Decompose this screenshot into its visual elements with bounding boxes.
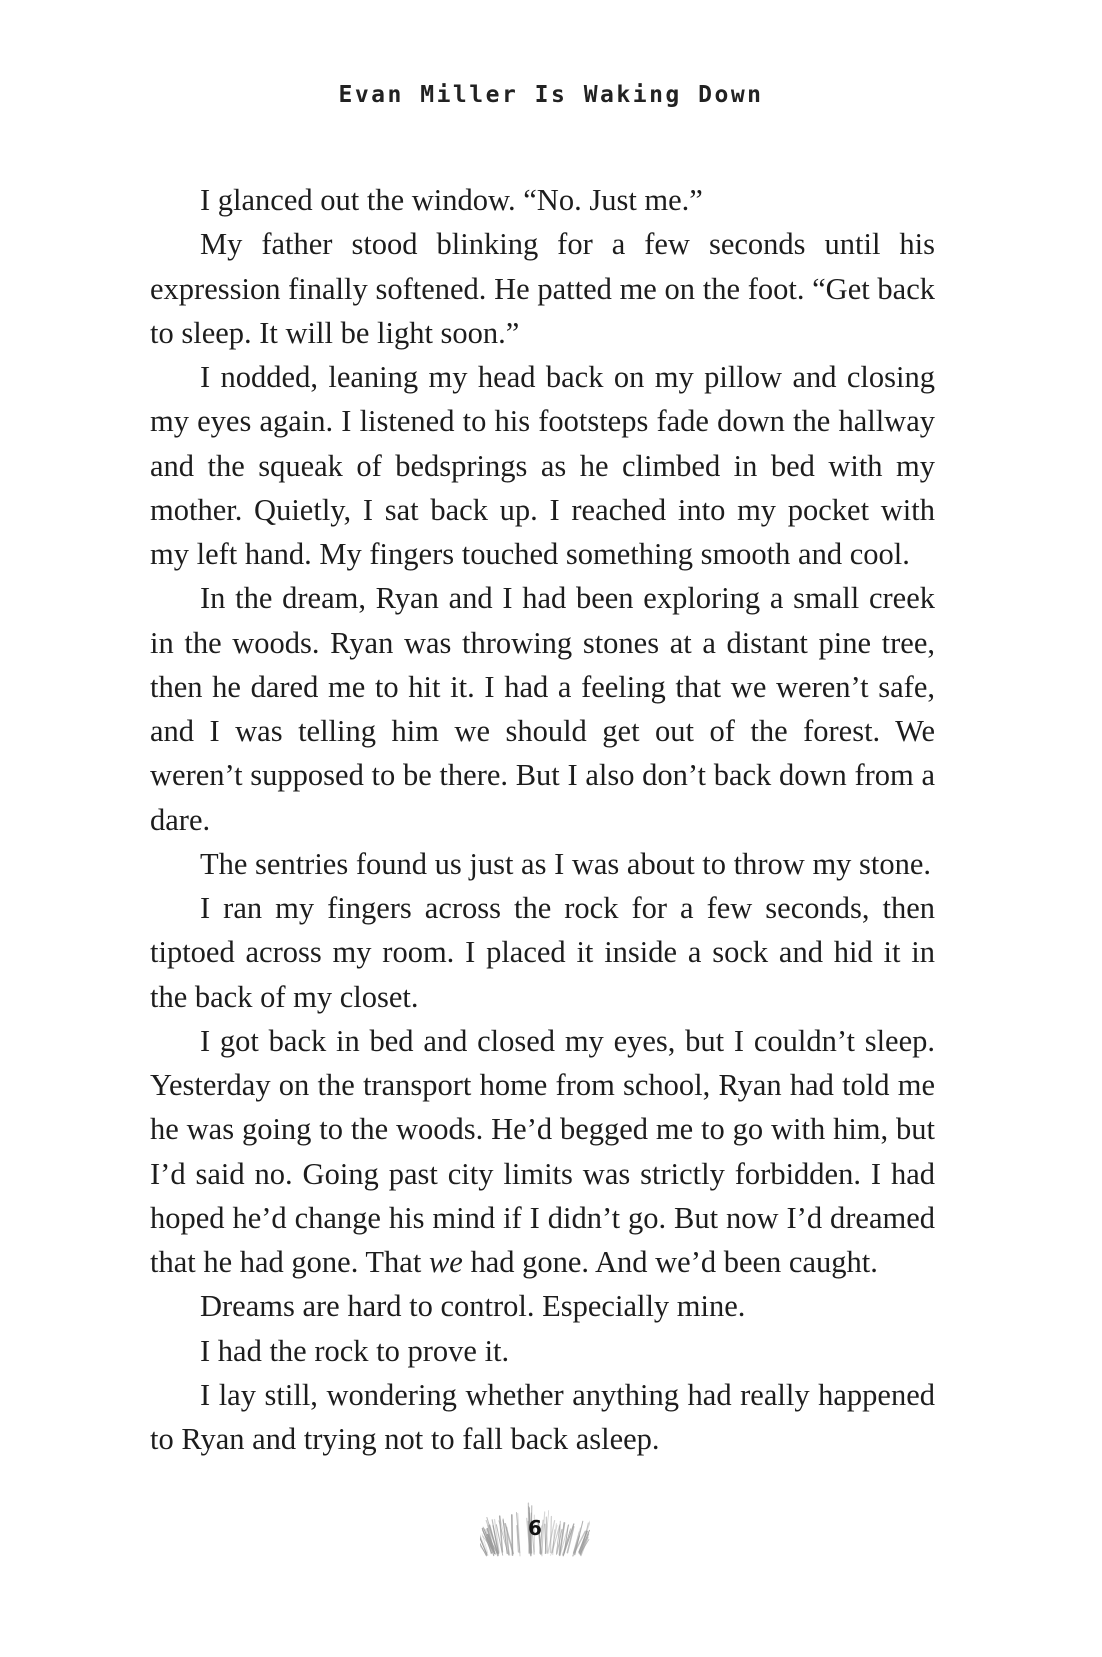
paragraph: I nodded, leaning my head back on my pillow and closing my eyes again. I listened to his footsteps fade down the hallway and the squeak of bedsprings as he climbed in bed with my mother. Quietly, I sat back up. I reached into my pocket with my left hand. My fingers touched something smooth and cool. [150,360,935,571]
body-text [150,178,935,1461]
page-folio [480,1498,590,1560]
paragraph: I ran my fingers across the rock for a few seconds, then tiptoed across my room. I placed it inside a sock and hid it in the back of my closet. [150,891,935,1014]
paragraph: The sentries found us just as I was about to throw my stone. [200,846,932,881]
running-head-title: Evan Miller Is Waking Down [338,82,764,108]
paragraph: In the dream, Ryan and I had been exploring a small creek in the woods. Ryan was throwing stones at a distant pine tree, then he dared me to hit it. I had a feeling that we weren’t safe, and I was telling him we should get out of the forest. We weren’t supposed to be there. But I also don’t back down from a dare. [150,581,935,837]
paragraph-with-emphasis [150,1019,935,1285]
paragraph: I had the rock to prove it. [200,1333,510,1368]
emphasized-word: we [428,1245,463,1279]
paragraph: I glanced out the window. “No. Just me.” [200,183,703,217]
paragraph: I lay still, wondering whether anything had really happened to Ryan and trying not to fall back asleep. [150,1377,935,1456]
paragraph: Dreams are hard to control. Especially mine. [200,1289,746,1324]
paragraph: My father stood blinking for a few seconds until his expression finally softened. He patted me on the foot. “Get back to sleep. It will be light soon.” [150,227,935,350]
paragraph-text: I got back in bed and closed my eyes, but I couldn’t sleep. Yesterday on the transport home from school, Ryan had told me he was going to the woods. He’d begged me to go with him, but I’d said no. Going past city limits was strictly forbidden. I had hoped he’d change his mind if I didn’t go. But now I’d dreamed that he had gone. That [150,1023,935,1279]
page-number: 6 [528,1516,542,1540]
paragraph-text: had gone. And we’d been caught. [462,1245,878,1279]
